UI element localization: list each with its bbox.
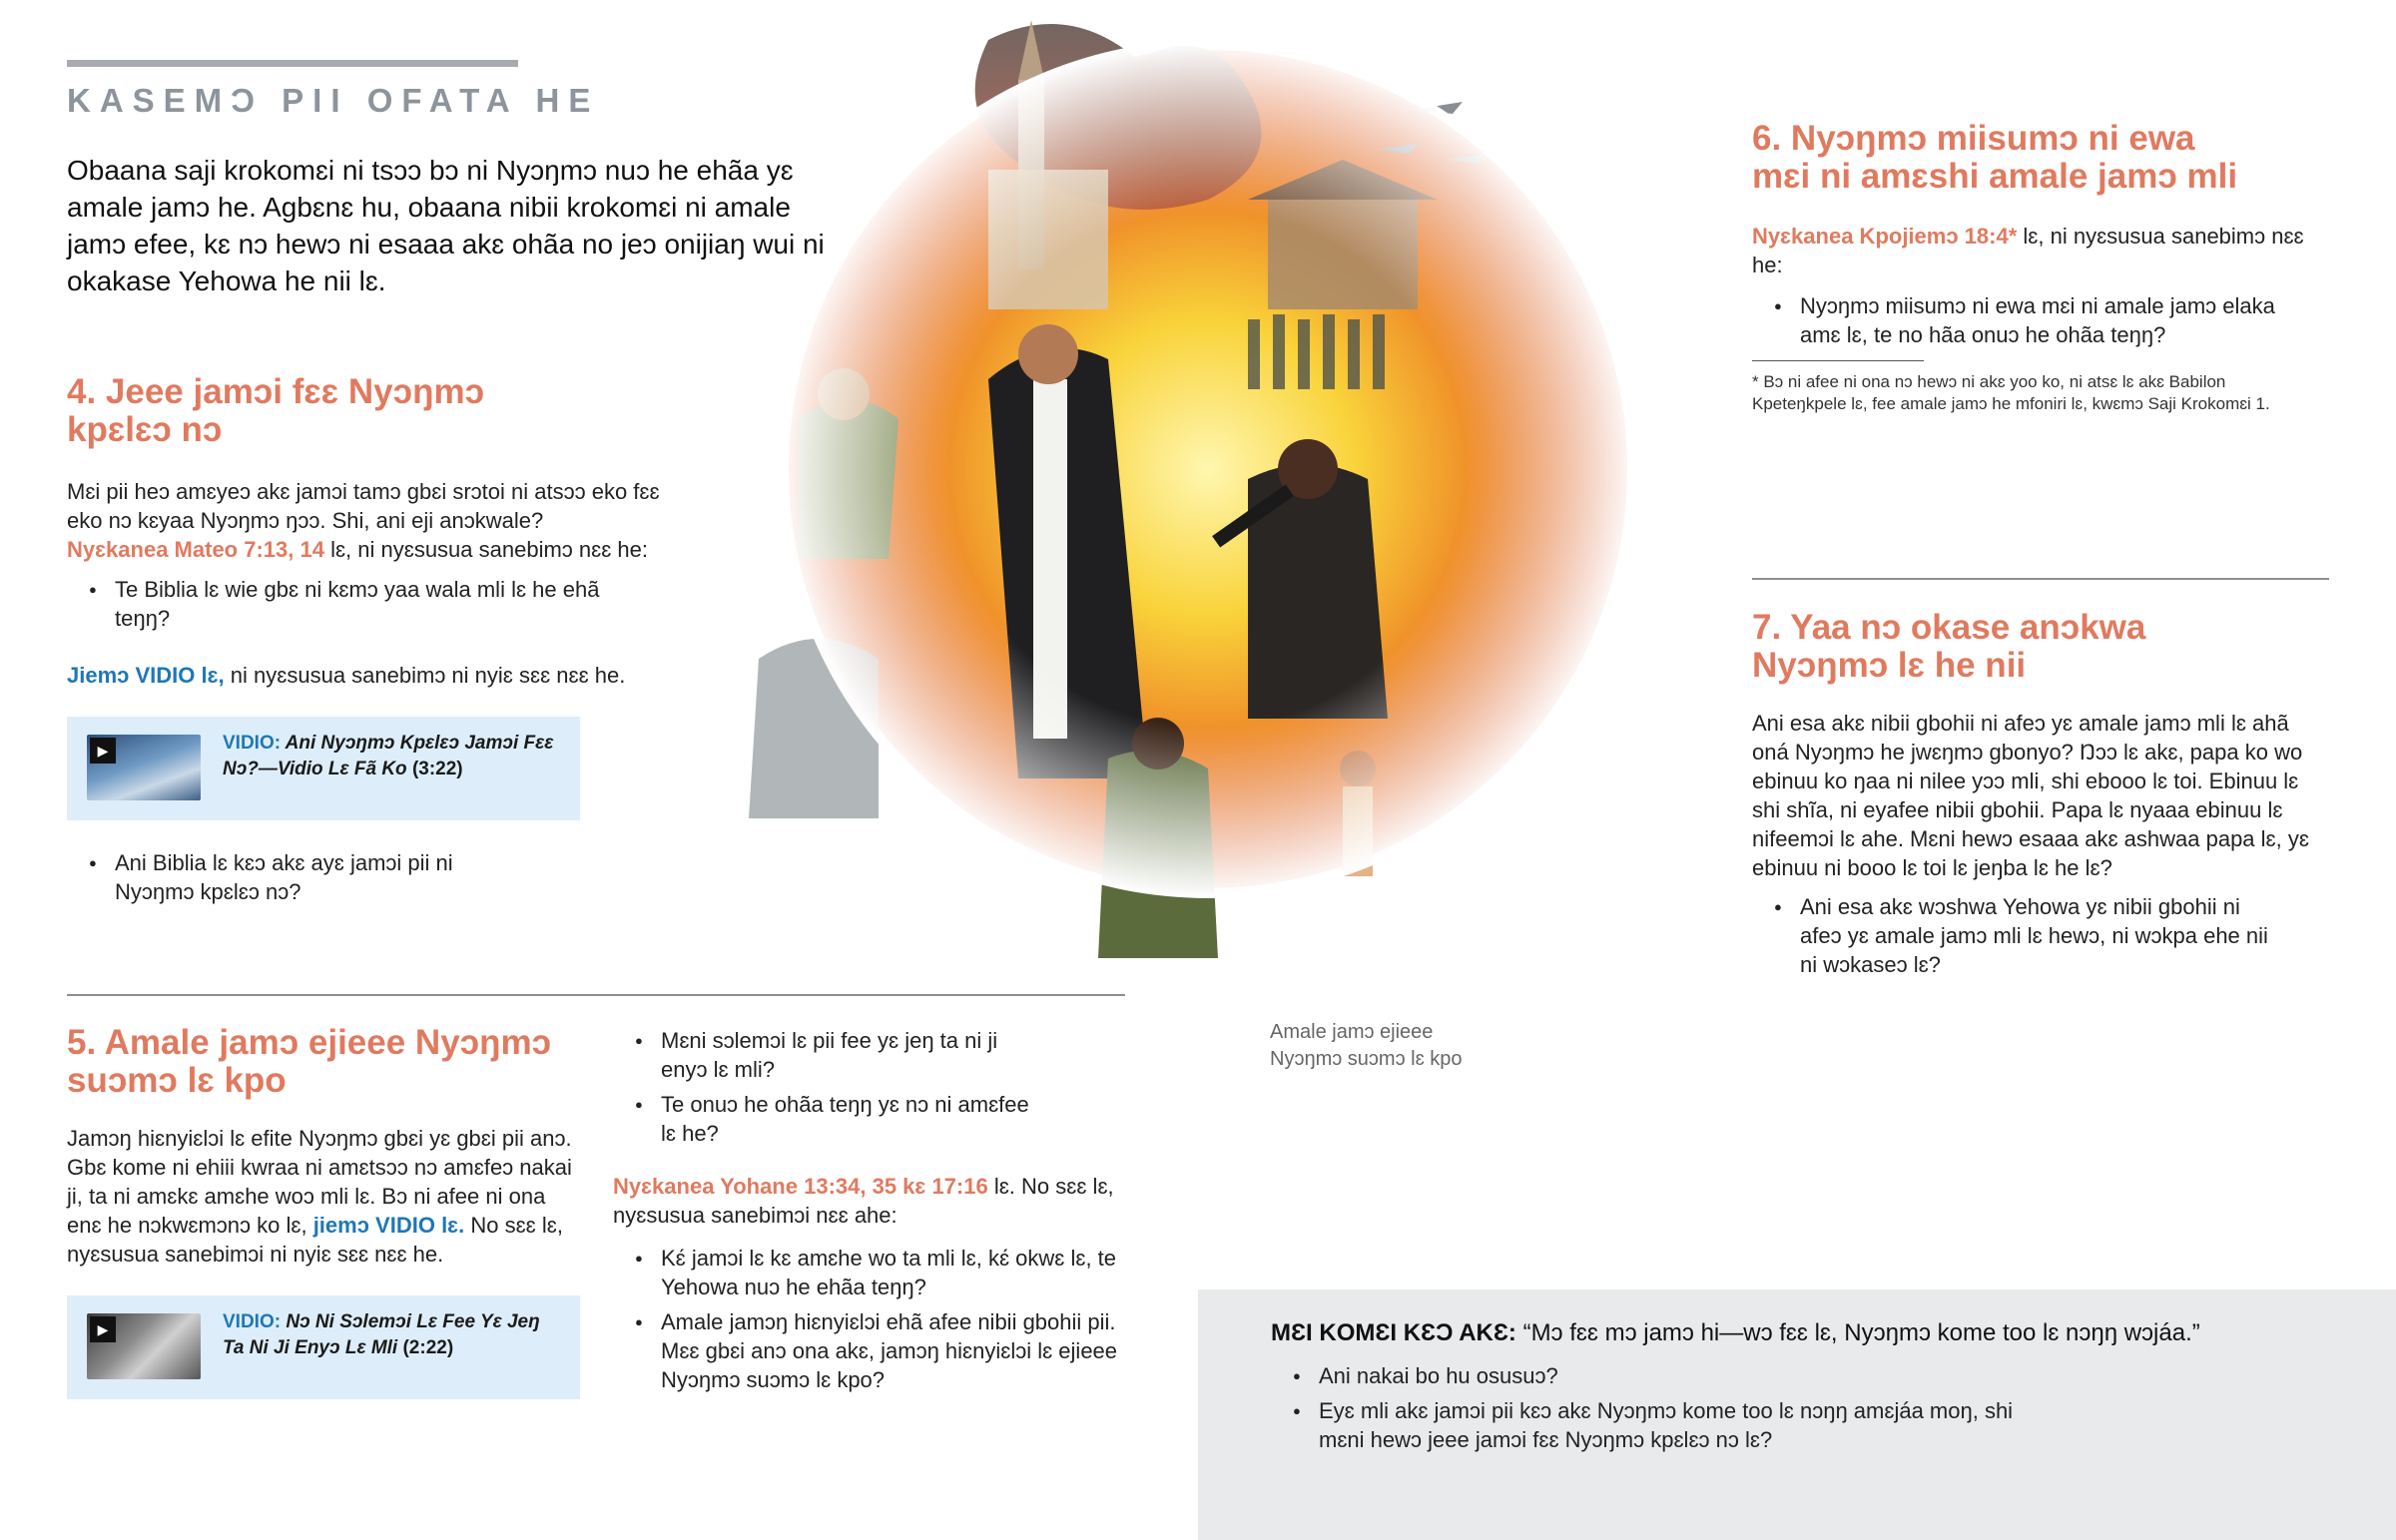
video-label: VIDIO:	[223, 733, 282, 754]
review-quote-text: “Mɔ fɛɛ mɔ jamɔ hi—wɔ fɛɛ lɛ, Nyɔŋmɔ kome too lɛ nɔŋŋ wɔjáa.”	[1515, 1319, 2200, 1346]
section-4-text-end: lɛ, ni nyɛsusua sanebimɔ nɛɛ he:	[323, 537, 649, 562]
section-kicker: KASEMƆ PII OFATA HE	[67, 82, 600, 119]
section-6-scripture	[1752, 222, 2331, 279]
intro-paragraph: Obaana saji krokomɛi ni tsɔɔ bɔ ni Nyɔŋmɔ nuɔ he ehãa yɛ amale jamɔ he. Agbɛnɛ hu, obaana nibii krokomɛi ni amale jamɔ efee, kɛ nɔ hewɔ ni esaaa akɛ ohãa no jeɔ onijiaŋ wui ni okakase Yehowa he nii lɛ.	[67, 155, 825, 296]
section-4-title: 4. Jeee jamɔi fɛɛ Nyɔŋmɔ kpɛlɛɔ nɔ	[67, 372, 485, 449]
video-title[interactable]	[223, 1309, 562, 1361]
section-5-bullets-bottom	[613, 1244, 1132, 1400]
play-icon[interactable]: ▶	[90, 738, 116, 764]
section-6-scripture-text: lɛ, ni nyɛsusua sanebimɔ nɛɛ he:	[1752, 224, 2304, 277]
caption-line-1: Amale jamɔ ejieee	[1270, 1021, 1434, 1043]
video-name: Ani Nyɔŋmɔ Kpɛlɛɔ Jamɔi Fɛɛ Nɔ?—Vidio Lɛ Fã Ko	[223, 733, 554, 779]
video-label: VIDIO:	[223, 1311, 282, 1332]
video-duration: (3:22)	[411, 759, 463, 779]
section-5-scripture	[613, 1172, 1152, 1230]
section-4-bullets	[67, 575, 606, 639]
caption-line-2: Nyɔŋmɔ suɔmɔ lɛ kpo	[1270, 1048, 1463, 1070]
review-box	[1198, 1289, 2396, 1540]
footnote-rule	[1752, 360, 1924, 361]
section-5-paragraph	[67, 1124, 576, 1269]
question-bullet: ● Eyɛ mli akɛ jamɔi pii kɛɔ akɛ Nyɔŋmɔ kome too lɛ nɔŋŋ amɛjáa moŋ, shi mɛni hewɔ jeee jamɔi fɛɛ Nyɔŋmɔ kpɛlɛɔ nɔ lɛ?	[1271, 1396, 2030, 1454]
question-bullet: ● Ani esa akɛ wɔshwa Yehowa yɛ nibii gbohii ni afeɔ yɛ amale jamɔ mli lɛ hewɔ, ni wɔkpa ehe nii ni wɔkaseɔ lɛ?	[1752, 892, 2281, 979]
section-7-bullets	[1752, 892, 2281, 985]
video-title[interactable]	[223, 731, 562, 782]
question-bullet: ● Ani nakai bo hu osusuɔ?	[1271, 1361, 2030, 1390]
video-instruction	[67, 661, 706, 690]
section-5-title: 5. Amale jamɔ ejieee Nyɔŋmɔ suɔmɔ lɛ kpo	[67, 1023, 552, 1100]
play-icon[interactable]: ▶	[90, 1316, 116, 1342]
section-4-paragraph	[67, 477, 666, 564]
section-7-paragraph: Ani esa akɛ nibii gbohii ni afeɔ yɛ amale jamɔ mli lɛ ahã oná Nyɔŋmɔ he jwɛŋmɔ gbonyo? Ŋɔɔ lɛ akɛ, papa ko wo ebinuu ko ŋaa ni nilee yɔɔ mli, shi ebooo lɛ toi. Ebinuu lɛ shi shĩa, ni eyafee nibii gbohii. Papa lɛ nyaaa ebinuu lɛ nifeemɔi lɛ ahe. Mɛni hewɔ esaaa akɛ ashwaa papa lɛ, yɛ ebinuu ni booo lɛ toi lɛ jeŋba lɛ he lɛ?	[1752, 711, 2309, 880]
scripture-ref-mateo[interactable]: Nyɛkanea Mateo 7:13, 14	[67, 537, 324, 562]
question-bullet: ● Kɛ́ jamɔi lɛ kɛ amɛhe wo ta mli lɛ, kɛ́ okwɛ lɛ, te Yehowa nuɔ he ehãa teŋŋ?	[613, 1244, 1132, 1301]
review-label: MƐI KOMƐI KƐƆ AKƐ:	[1271, 1319, 1516, 1346]
video-thumbnail[interactable]	[87, 735, 201, 800]
question-bullet: ● Te Biblia lɛ wie gbɛ ni kɛmɔ yaa wala mli lɛ he ehã teŋŋ?	[67, 575, 606, 633]
section-5-bullets-top	[613, 1026, 1042, 1154]
scripture-ref-kpojiemo[interactable]: Nyɛkanea Kpojiemɔ 18:4*	[1752, 224, 2018, 249]
scripture-ref-yohane[interactable]: Nyɛkanea Yohane 13:34, 35 kɛ 17:16	[613, 1174, 988, 1199]
question-bullet: ● Amale jamɔŋ hiɛnyiɛlɔi ehã afee nibii gbohii pii. Mɛɛ gbɛi anɔ ona akɛ, jamɔŋ hiɛnyiɛlɔi lɛ ejieee Nyɔŋmɔ suɔmɔ lɛ kpo?	[613, 1307, 1132, 1394]
question-bullet: ● Ani Biblia lɛ kɛɔ akɛ ayɛ jamɔi pii ni Nyɔŋmɔ kpɛlɛɔ nɔ?	[67, 848, 526, 906]
section-5-text-end: No sɛɛ lɛ, nyɛsusua sanebimɔi ni nyiɛ sɛɛ nɛɛ he.	[67, 1213, 563, 1267]
video-thumbnail[interactable]	[87, 1313, 201, 1379]
question-bullet: ● Nyɔŋmɔ miisumɔ ni ewa mɛi ni amale jamɔ elaka amɛ lɛ, te no hãa onuɔ he ohãa teŋŋ?	[1752, 291, 2281, 349]
section-4-text: Mɛi pii heɔ amɛyeɔ akɛ jamɔi tamɔ gbɛi srɔtoi ni atsɔɔ eko fɛɛ eko nɔ kɛyaa Nyɔŋmɔ ŋɔɔ. Shi, ani eji anɔkwale?	[67, 479, 660, 533]
section-divider	[1752, 578, 2329, 580]
question-bullet: ● Te onuɔ he ohãa teŋŋ yɛ nɔ ni amɛfee lɛ he?	[613, 1090, 1042, 1148]
video-link[interactable]: jiemɔ VIDIO lɛ.	[312, 1213, 465, 1238]
section-7-title: 7. Yaa nɔ okase anɔkwa Nyɔŋmɔ lɛ he nii	[1752, 608, 2146, 685]
section-5-text: Jamɔŋ hiɛnyiɛlɔi lɛ efite Nyɔŋmɔ gbɛi yɛ gbɛi pii anɔ. Gbɛ kome ni ehiii kwraa ni amɛtsɔɔ nɔ amɛfeɔ nakai ji, ta ni amɛkɛ amɛhe woɔ mli lɛ. Bɔ ni afee ni ona enɛ he nɔkwɛmɔnɔ ko lɛ,	[67, 1126, 572, 1238]
video-card[interactable]	[67, 717, 580, 820]
video-card[interactable]	[67, 1295, 580, 1399]
section-4-bullets-2	[67, 848, 526, 912]
footnote: * Bɔ ni afee ni ona nɔ hewɔ ni akɛ yoo ko, ni atsɛ lɛ akɛ Babilon Kpeteŋkpele lɛ, fee amale jamɔ he mfoniri lɛ, kwɛmɔ Saji Krokomɛi 1.	[1752, 372, 2270, 413]
section-5-scripture-text: lɛ. No sɛɛ lɛ, nyɛsusua sanebimɔi nɛɛ ahe:	[613, 1174, 1114, 1228]
illustration-caption	[1270, 1019, 1569, 1073]
video-link[interactable]: Jiemɔ VIDIO lɛ,	[67, 663, 225, 688]
video-duration: (2:22)	[402, 1337, 454, 1358]
review-bullets	[1271, 1361, 2030, 1460]
section-6-title: 6. Nyɔŋmɔ miisumɔ ni ewa mɛi ni amɛshi amale jamɔ mli	[1752, 119, 2238, 196]
question-bullet: ● Mɛni sɔlemɔi lɛ pii fee yɛ jeŋ ta ni ji enyɔ lɛ mli?	[613, 1026, 1042, 1084]
kicker-rule	[67, 60, 518, 67]
section-6-bullets	[1752, 291, 2281, 355]
review-quote	[1271, 1317, 2200, 1349]
illustration	[689, 0, 1737, 998]
video-name: Nɔ Ni Sɔlemɔi Lɛ Fee Yɛ Jeŋ Ta Ni Ji Enyɔ Lɛ Mli	[223, 1311, 540, 1358]
religious-war-illustration	[689, 0, 1737, 998]
video-instruction-text: ni nyɛsusua sanebimɔ ni nyiɛ sɛɛ nɛɛ he.	[224, 663, 626, 688]
